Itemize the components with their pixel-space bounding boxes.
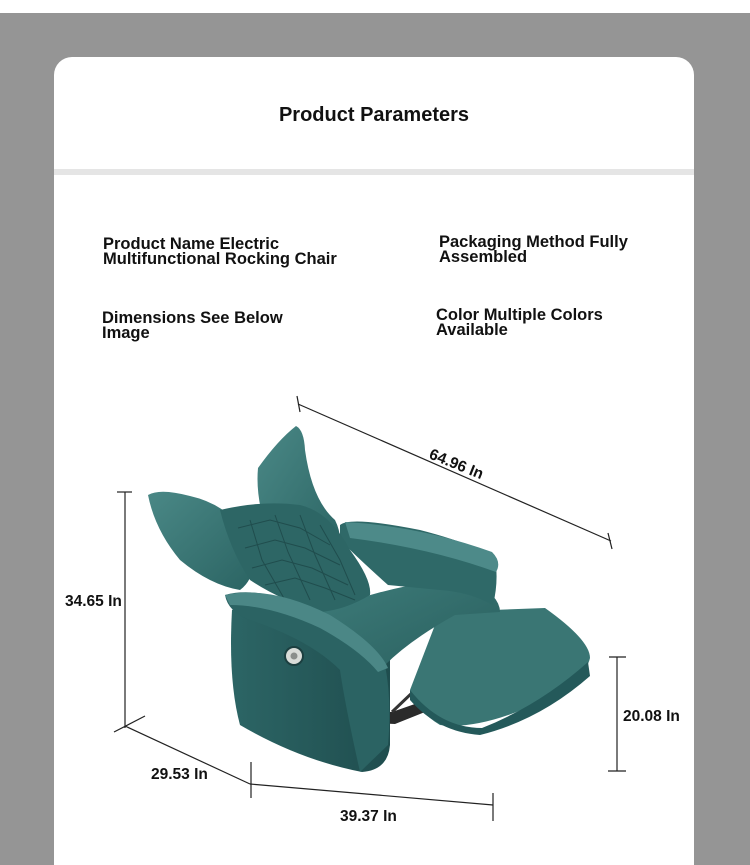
param-label: Color bbox=[436, 306, 480, 324]
recliner-chair-image bbox=[148, 426, 590, 772]
param-value: Multiple Colors Available bbox=[436, 306, 603, 339]
dimension-length-label: 64.96 In bbox=[426, 446, 486, 484]
param-value: Fully Assembled bbox=[439, 233, 628, 266]
param-value: Electric Multifunctional Rocking Chair bbox=[103, 235, 337, 268]
dimension-depth-label: 29.53 In bbox=[151, 766, 208, 783]
page-title: Product Parameters bbox=[278, 104, 470, 126]
param-label: Dimensions bbox=[102, 309, 196, 327]
dimension-width-label: 39.37 In bbox=[340, 808, 397, 825]
param-label: Packaging Method bbox=[439, 233, 585, 251]
param-label: Product Name bbox=[103, 235, 215, 253]
param-value: See Below Image bbox=[102, 309, 283, 342]
dimension-footrest-height-label: 20.08 In bbox=[623, 708, 680, 725]
dimension-height-label: 34.65 In bbox=[65, 593, 122, 610]
